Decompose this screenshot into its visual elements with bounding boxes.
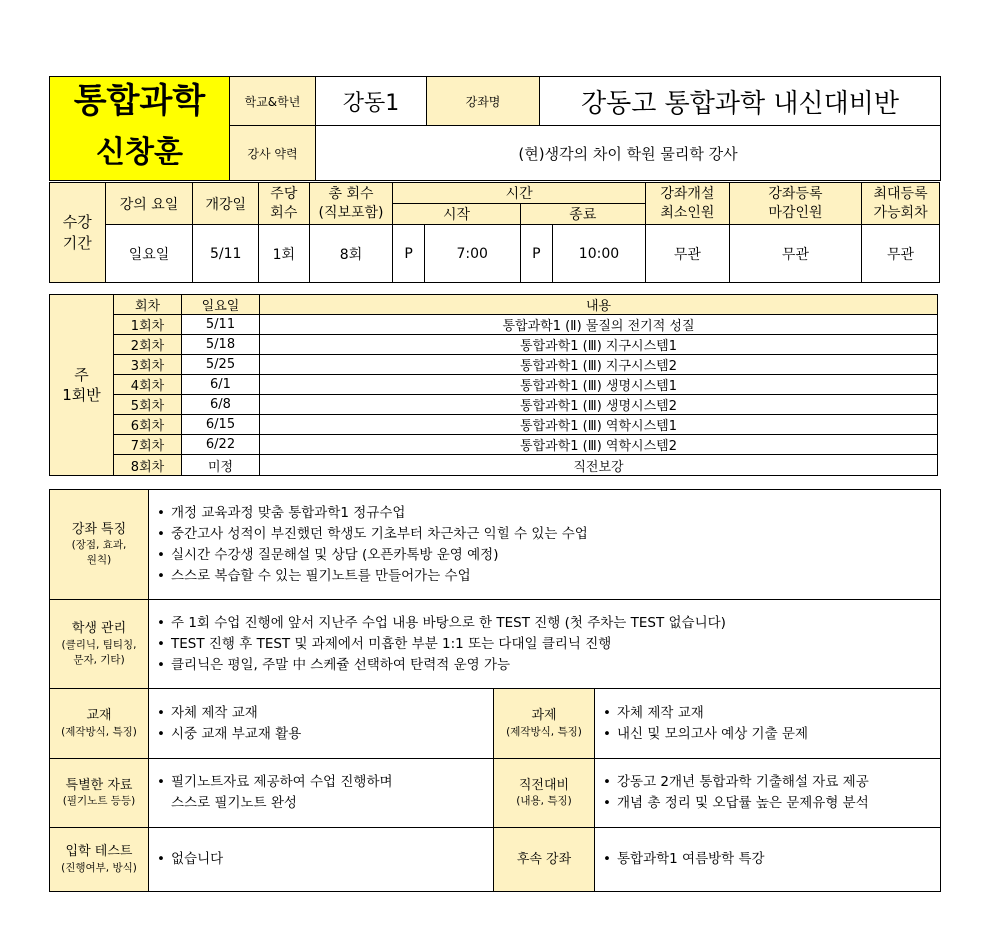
sessions-header-date: 일요일 xyxy=(182,295,260,315)
management-list xyxy=(149,600,941,689)
header-time: 시간 xyxy=(393,183,646,204)
session-date: 5/18 xyxy=(182,335,260,355)
session-content: 통합과학1 (Ⅲ) 지구시스템2 xyxy=(260,355,938,375)
special-item: • 필기노트자료 제공하여 수업 진행하며 xyxy=(157,774,393,790)
session-date: 6/22 xyxy=(182,435,260,455)
session-content: 통합과학1 (Ⅲ) 생명시스템2 xyxy=(260,395,938,415)
textbook-label: 교재 (제작방식, 특징) xyxy=(50,689,149,759)
homework-list xyxy=(595,689,941,759)
special-row xyxy=(50,759,941,828)
career-value: (현)생각의 차이 학원 물리학 강사 xyxy=(316,126,941,181)
session-row xyxy=(50,395,938,415)
header-end: 종료 xyxy=(520,204,645,225)
session-round: 3회차 xyxy=(114,355,182,375)
session-content: 통합과학1 (Ⅱ) 물질의 전기적 성질 xyxy=(260,315,938,335)
sessions-table xyxy=(49,294,938,476)
followup-list xyxy=(595,828,941,892)
sessions-header-content: 내용 xyxy=(260,295,938,315)
value-start-date: 5/11 xyxy=(193,225,259,283)
followup-label: 후속 강좌 xyxy=(494,828,595,892)
textbook-item: • 자체 제작 교재 xyxy=(157,704,258,721)
final-prep-item: • 개념 총 정리 및 오답률 높은 문제유형 분석 xyxy=(603,795,869,811)
value-max: 무관 xyxy=(862,225,940,283)
session-content: 통합과학1 (Ⅲ) 역학시스템2 xyxy=(260,435,938,455)
special-label: 특별한 자료 (필기노트 등등) xyxy=(50,759,149,828)
features-label: 강좌 특징 (장점, 효과, 원칙) xyxy=(50,490,149,600)
session-date: 5/11 xyxy=(182,315,260,335)
session-round: 8회차 xyxy=(114,455,182,476)
textbook-item: • 시중 교재 부교재 활용 xyxy=(157,725,302,742)
career-label: 강사 약력 xyxy=(230,126,316,181)
header-start-date: 개강일 xyxy=(193,183,259,225)
management-label: 학생 관리 (클리닉, 팀티칭, 문자, 기타) xyxy=(50,600,149,689)
value-end-time: 10:00 xyxy=(553,225,646,283)
session-content: 직전보강 xyxy=(260,455,938,476)
management-item: • 주 1회 수업 진행에 앞서 지난주 수업 내용 바탕으로 한 TEST 진행 (첫 주차는 TEST 없습니다) xyxy=(157,614,726,631)
session-row xyxy=(50,355,938,375)
session-row xyxy=(50,375,938,395)
special-item-continued: 스스로 필기노트 완성 xyxy=(171,795,297,811)
entrance-test-label: 입학 테스트 (진행여부, 방식) xyxy=(50,828,149,892)
session-round: 7회차 xyxy=(114,435,182,455)
session-content: 통합과학1 (Ⅲ) 생명시스템1 xyxy=(260,375,938,395)
session-date: 5/25 xyxy=(182,355,260,375)
session-row xyxy=(50,335,938,355)
schedule-table xyxy=(49,182,940,283)
management-item: • 클리닉은 평일, 주말 中 스케쥴 선택하여 탄력적 운영 가능 xyxy=(157,656,511,673)
entrance-test-list xyxy=(149,828,494,892)
value-deadline: 무관 xyxy=(729,225,861,283)
value-total: 8회 xyxy=(309,225,393,283)
period-label: 수강 기간 xyxy=(50,183,106,283)
session-round: 1회차 xyxy=(114,315,182,335)
management-row xyxy=(50,600,941,689)
value-day: 일요일 xyxy=(105,225,193,283)
session-round: 5회차 xyxy=(114,395,182,415)
session-content: 통합과학1 (Ⅲ) 역학시스템1 xyxy=(260,415,938,435)
session-row xyxy=(50,455,938,476)
sessions-header-round: 회차 xyxy=(114,295,182,315)
management-item: • TEST 진행 후 TEST 및 과제에서 미흡한 부분 1:1 또는 다대일 클리닉 진행 xyxy=(157,635,612,652)
entrance-row xyxy=(50,828,941,892)
session-content: 통합과학1 (Ⅲ) 지구시스템1 xyxy=(260,335,938,355)
course-name-label: 강좌명 xyxy=(427,77,540,126)
header-deadline: 강좌등록 마감인원 xyxy=(729,183,861,225)
special-list xyxy=(149,759,494,828)
session-date: 6/8 xyxy=(182,395,260,415)
final-prep-label: 직전대비 (내용, 특징) xyxy=(494,759,595,828)
header-total: 총 회수 (직보포함) xyxy=(309,183,393,225)
course-name-value: 강동고 통합과학 내신대비반 xyxy=(540,77,941,126)
session-date: 6/15 xyxy=(182,415,260,435)
final-prep-item: • 강동고 2개년 통합과학 기출해설 자료 제공 xyxy=(603,774,869,790)
details-table xyxy=(49,489,941,892)
features-row xyxy=(50,490,941,600)
value-start-ampm: P xyxy=(393,225,424,283)
followup-item: • 통합과학1 여름방학 특강 xyxy=(603,851,765,867)
header-min: 강좌개설 최소인원 xyxy=(645,183,729,225)
teacher-name: 신창훈 xyxy=(50,126,230,181)
subject-title: 통합과학 xyxy=(50,77,230,126)
header-table xyxy=(49,76,941,181)
session-date: 미정 xyxy=(182,455,260,476)
session-row xyxy=(50,315,938,335)
session-round: 2회차 xyxy=(114,335,182,355)
features-item: • 개정 교육과정 맞춤 통합과학1 정규수업 xyxy=(157,504,406,521)
homework-item: • 자체 제작 교재 xyxy=(603,704,704,721)
session-row xyxy=(50,415,938,435)
session-round: 6회차 xyxy=(114,415,182,435)
features-list xyxy=(149,490,941,600)
header-day: 강의 요일 xyxy=(105,183,193,225)
final-prep-list xyxy=(595,759,941,828)
session-round: 4회차 xyxy=(114,375,182,395)
textbook-row xyxy=(50,689,941,759)
features-item: • 중간고사 성적이 부진했던 학생도 기초부터 차근차근 익힐 수 있는 수업 xyxy=(157,525,588,542)
entrance-test-item: • 없습니다 xyxy=(157,851,224,867)
header-max: 최대등록 가능회차 xyxy=(862,183,940,225)
value-end-ampm: P xyxy=(520,225,552,283)
homework-label: 과제 (제작방식, 특징) xyxy=(494,689,595,759)
homework-item: • 내신 및 모의고사 예상 기출 문제 xyxy=(603,725,808,742)
value-per-week: 1회 xyxy=(259,225,310,283)
session-row xyxy=(50,435,938,455)
school-grade-label: 학교&학년 xyxy=(230,77,316,126)
sessions-label: 주 1회반 xyxy=(50,295,114,476)
header-per-week: 주당 회수 xyxy=(259,183,310,225)
value-min: 무관 xyxy=(645,225,729,283)
features-item: • 실시간 수강생 질문해설 및 상담 (오픈카톡방 운영 예정) xyxy=(157,546,499,563)
features-item: • 스스로 복습할 수 있는 필기노트를 만들어가는 수업 xyxy=(157,567,471,584)
school-grade-value: 강동1 xyxy=(316,77,427,126)
header-start: 시작 xyxy=(393,204,520,225)
textbook-list xyxy=(149,689,494,759)
session-date: 6/1 xyxy=(182,375,260,395)
value-start-time: 7:00 xyxy=(424,225,520,283)
